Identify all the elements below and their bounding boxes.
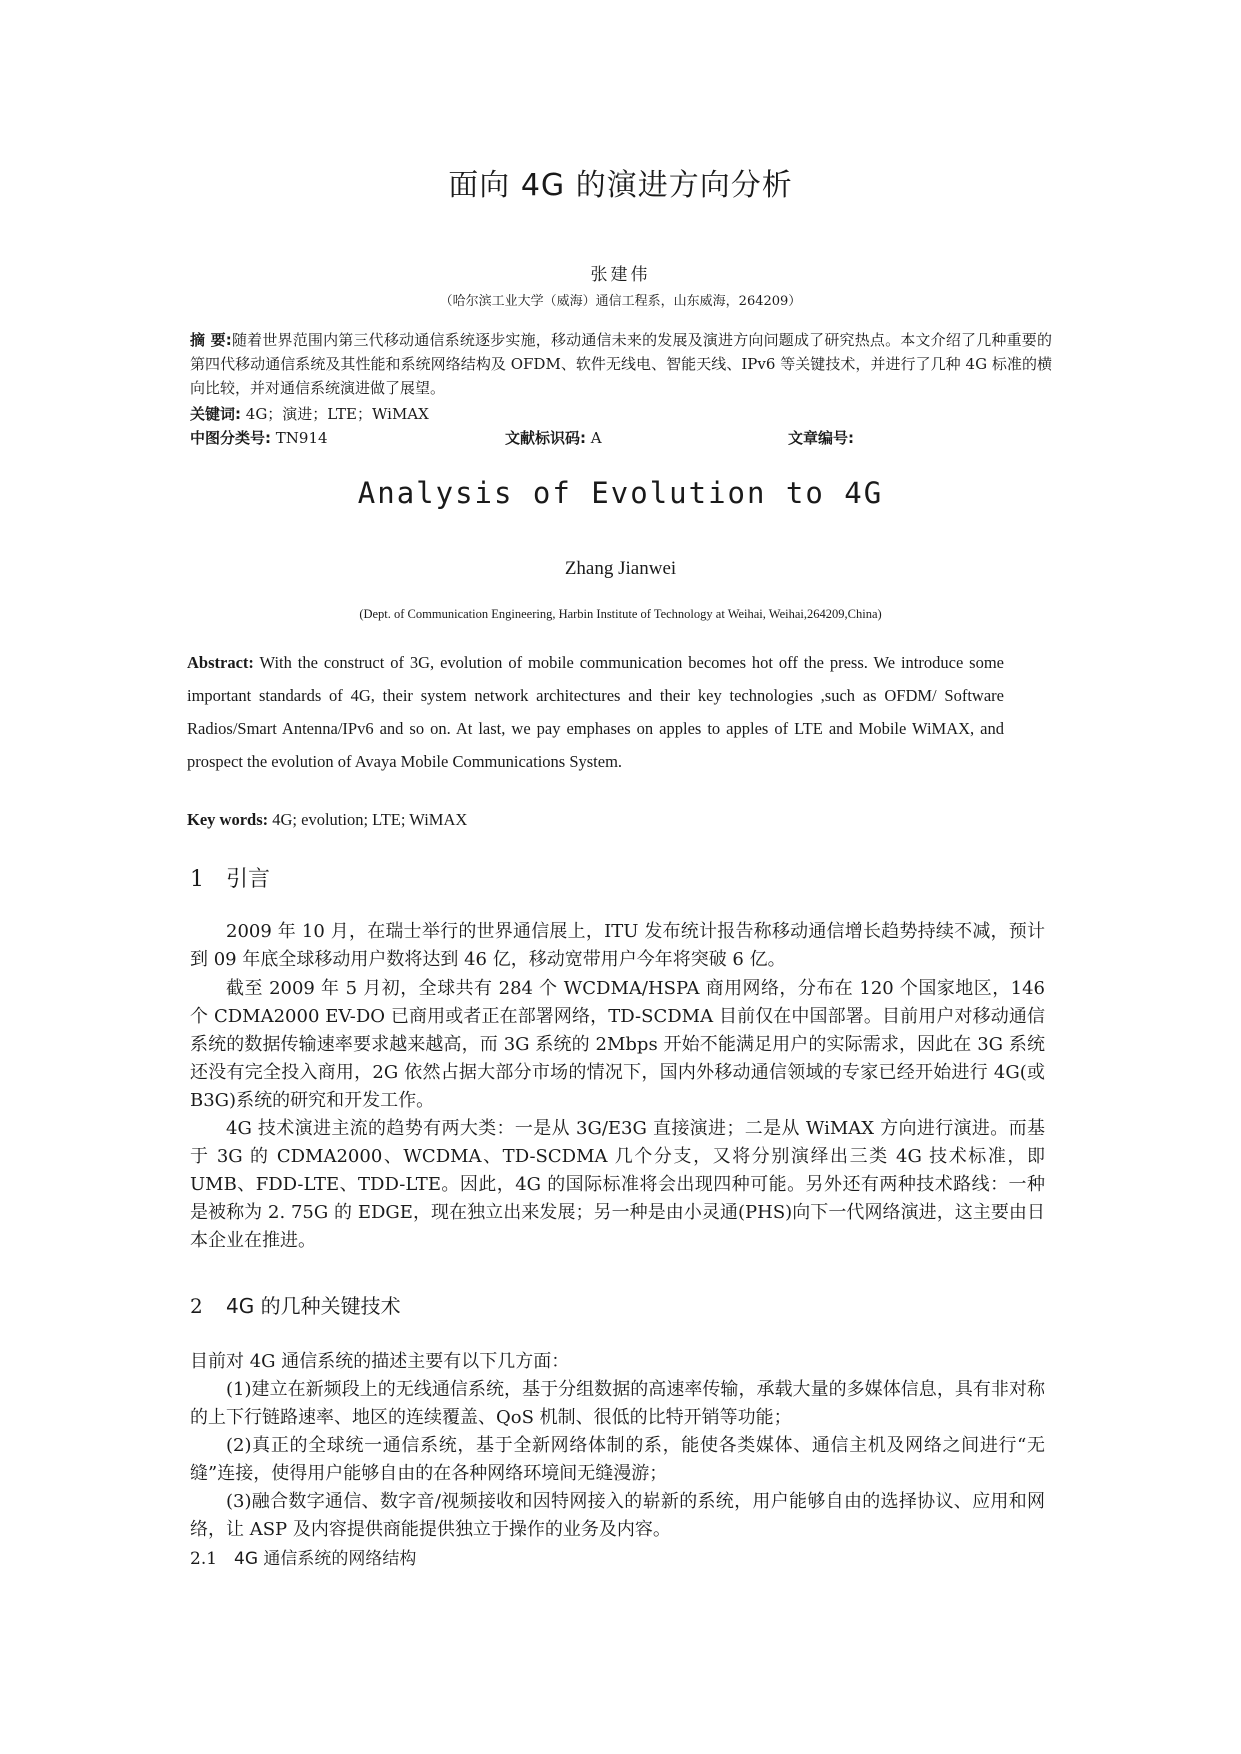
- section-2-intro: 目前对 4G 通信系统的描述主要有以下几方面：: [190, 1351, 570, 1372]
- cn-affiliation: （哈尔滨工业大学（威海）通信工程系，山东威海，264209）: [439, 294, 802, 309]
- en-abstract-text: With the construct of 3G, evolution of mobile communication becomes hot off the press. We introduce some important standards of 4G, their system network architectures and their key technologies ,such as OFDM/ Software Radios/Smart Antenna/IPv6 and so on. At last, we pay emphases on apples to apples of LTE and Mobile WiMAX, and prospect the evolution of Avaya Mobile Communications System.: [187, 653, 1005, 771]
- article-no-label: 文章编号:: [788, 429, 854, 447]
- section-2-number: 2: [190, 1294, 203, 1318]
- doc-code-label: 文献标识码:: [505, 429, 586, 447]
- section-1-paragraph: 2009 年 10 月，在瑞士举行的世界通信展上，ITU 发布统计报告称移动通信增长趋势持续不减，预计到 09 年底全球移动用户数将达到 46 亿，移动宽带用户今年将突破 6 亿。: [190, 921, 1045, 970]
- section-2-title: 4G 的几种关键技术: [226, 1294, 401, 1318]
- en-title: Analysis of Evolution to 4G: [357, 476, 884, 510]
- cn-abstract-label: 摘 要:: [190, 331, 232, 349]
- en-affiliation: (Dept. of Communication Engineering, Harbin Institute of Technology at Weihai, Weihai,264209,China): [359, 607, 882, 621]
- section-1-number: 1: [190, 867, 204, 892]
- section-2-heading: [190, 1290, 401, 1319]
- section-2-item: (1)建立在新频段上的无线通信系统，基于分组数据的高速率传输，承载大量的多媒体信息，具有非对称的上下行链路速率、地区的连续覆盖、QoS 机制、很低的比特开销等功能；: [190, 1379, 1045, 1428]
- cn-keywords: [190, 403, 429, 424]
- en-author: Zhang Jianwei: [564, 558, 677, 579]
- section-2-1-title: 4G 通信系统的网络结构: [234, 1549, 417, 1569]
- section-2-item: (2)真正的全球统一通信系统，基于全新网络体制的系，能使各类媒体、通信主机及网络之间进行“无缝”连接，使得用户能够自由的在各种网络环境间无缝漫游；: [190, 1435, 1045, 1484]
- section-1-paragraph: 4G 技术演进主流的趋势有两大类：一是从 3G/E3G 直接演进；二是从 WiMAX 方向进行演进。而基于 3G 的 CDMA2000、WCDMA、TD-SCDMA 几个分支，又将分别演绎出三类 4G 技术标准，即 UMB、FDD-LTE、TDD-LTE。因此，4G 的国际标准将会出现四种可能。另外还有两种技术路线：一种是被称为 2. 75G 的 EDGE，现在独立出来发展；另一种是由小灵通(PHS)向下一代网络演进，这主要由日本企业在推进。: [190, 1118, 1045, 1251]
- section-1-paragraph: 截至 2009 年 5 月初，全球共有 284 个 WCDMA/HSPA 商用网络，分布在 120 个国家地区，146 个 CDMA2000 EV-DO 已商用或者正在部署网络，TD-SCDMA 目前仅在中国部署。目前用户对移动通信系统的数据传输速率要求越来越高，而 3G 系统的 2Mbps 开始不能满足用户的实际需求，因此在 3G 系统还没有完全投入商用，2G 依然占据大部分市场的情况下，国内外移动通信领域的专家已经开始进行 4G(或 B3G)系统的研究和开发工作。: [190, 978, 1045, 1111]
- doc-code-value: A: [590, 429, 602, 447]
- cn-abstract-text: 随着世界范围内第三代移动通信系统逐步实施，移动通信未来的发展及演进方向问题成了研究热点。本文介绍了几种重要的第四代移动通信系统及其性能和系统网络结构及 OFDM、软件无线电、智能天线、IPv6 等关键技术，并进行了几种 4G 标准的横向比较，并对通信系统演进做了展望。: [190, 331, 1052, 397]
- section-2-1-heading: [190, 1544, 416, 1569]
- clc-number: [190, 427, 328, 448]
- en-keywords-text: 4G; evolution; LTE; WiMAX: [272, 810, 468, 829]
- cn-keywords-text: 4G；演进；LTE；WiMAX: [245, 405, 429, 423]
- article-number: [788, 427, 854, 448]
- cn-title: 面向 4G 的演进方向分析: [448, 168, 793, 203]
- cn-abstract: [190, 328, 1052, 400]
- en-abstract: [187, 646, 1004, 778]
- en-keywords-label: Key words:: [187, 810, 269, 829]
- en-keywords: [187, 810, 467, 830]
- section-2-item: (3)融合数字通信、数字音/视频接收和因特网接入的崭新的系统，用户能够自由的选择协议、应用和网络，让 ASP 及内容提供商能提供独立于操作的业务及内容。: [190, 1491, 1045, 1540]
- en-abstract-label: Abstract:: [187, 653, 254, 672]
- clc-label: 中图分类号:: [190, 429, 271, 447]
- clc-value: TN914: [275, 429, 328, 447]
- section-2-1-number: 2.1: [190, 1549, 218, 1569]
- section-1-title: 引言: [226, 867, 271, 892]
- cn-author: 张建伟: [590, 265, 651, 285]
- section-1-heading: [190, 862, 270, 893]
- cn-keywords-label: 关键词:: [190, 405, 241, 423]
- doc-code: [505, 427, 602, 448]
